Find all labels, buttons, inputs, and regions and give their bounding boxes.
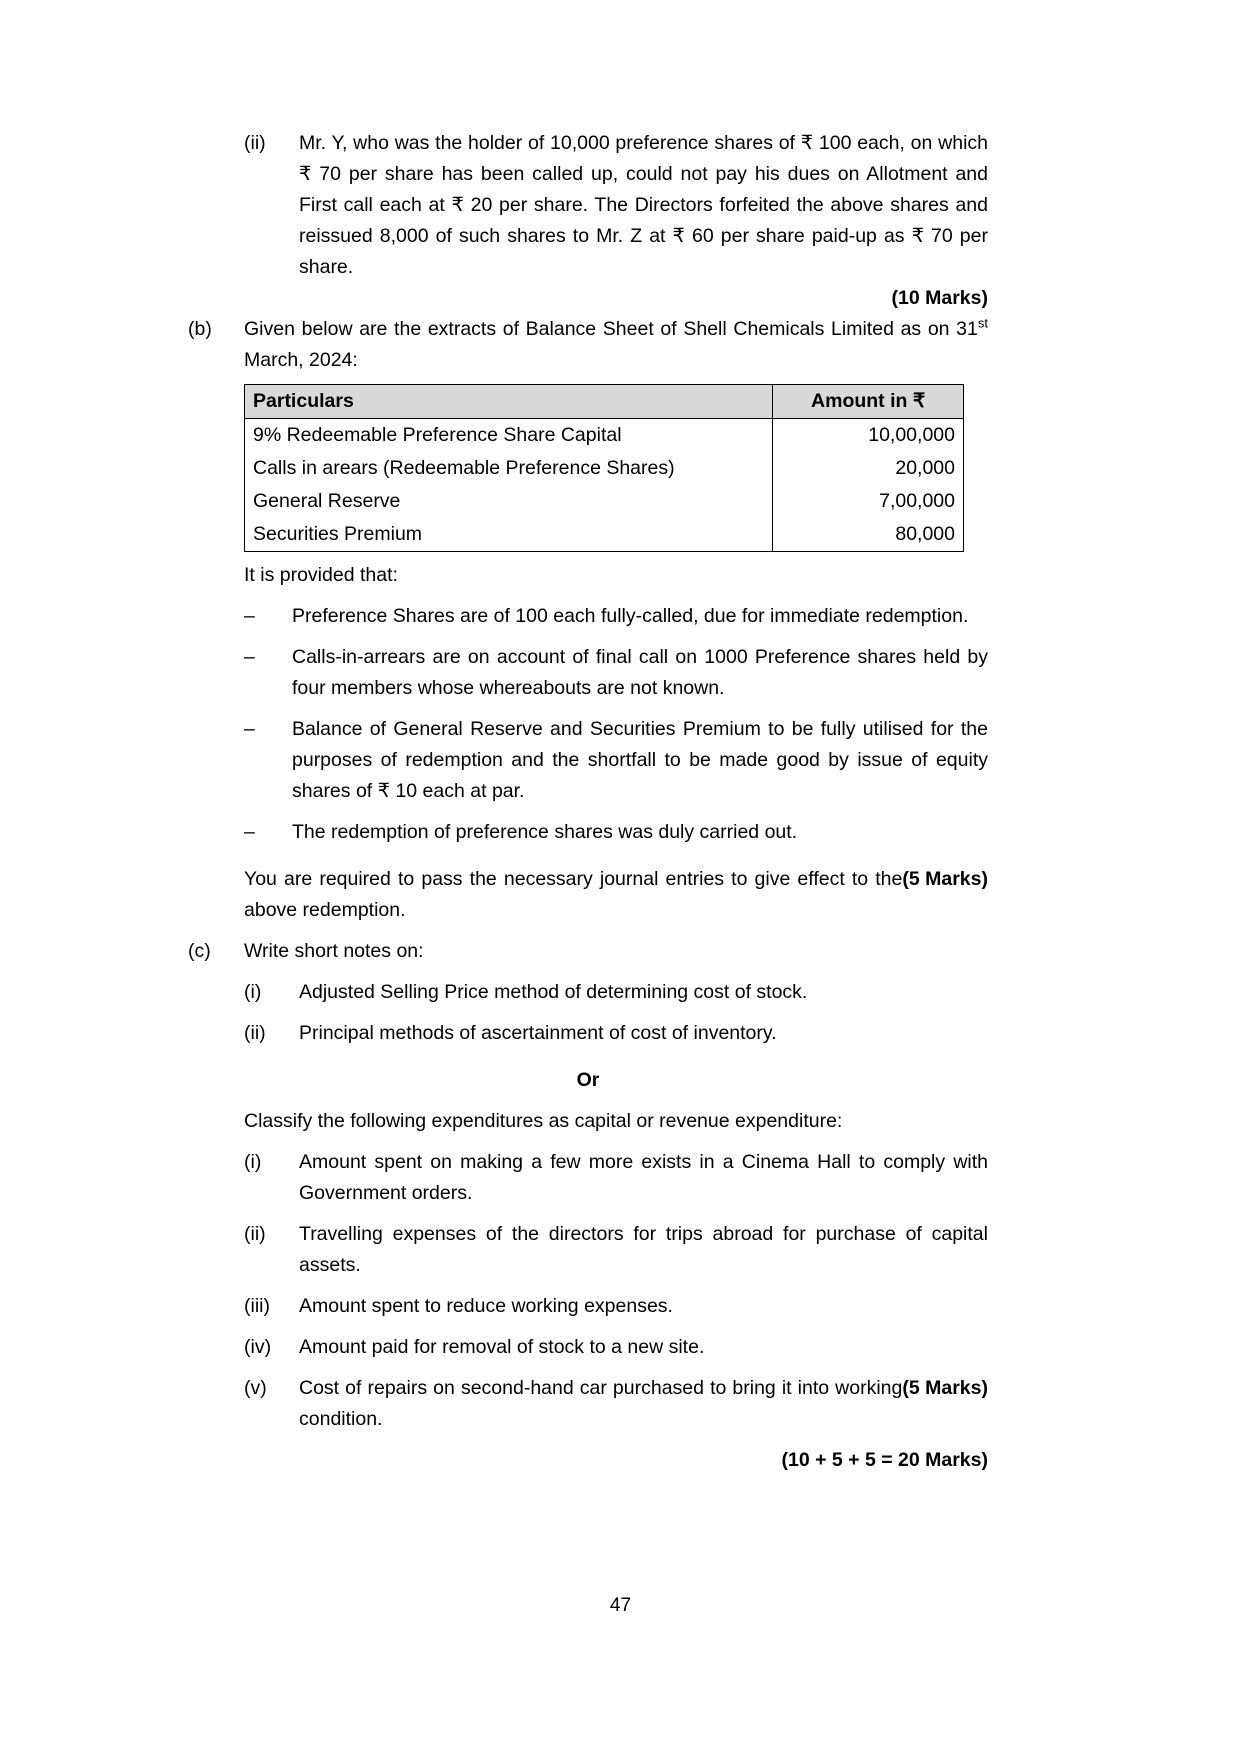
part-b-closing-text [244,864,988,926]
page-number: 47 [609,1595,632,1616]
list-marker: (ii) [244,132,266,154]
table-header-row [245,385,964,419]
part-b-intro-pre: Given below are the extracts of Balance Sheet of Shell Chemicals Limited as on 31 [244,318,978,340]
part-c [188,936,988,967]
bullet-item [244,714,988,807]
column-header-amount: Amount in ₹ [773,385,964,419]
alt-item [244,1147,988,1209]
cell-particulars: General Reserve [245,485,773,518]
question-item-ii-text: Mr. Y, who was the holder of 10,000 preference shares of ₹ 100 each, on which ₹ 70 per share has been called up, could not pay his dues on Allotment and First call each at ₹ 20 per share. The Directors forfeited the above shares and reissued 8,000 of such shares to Mr. Z at ₹ 60 per share paid-up as ₹ 70 per share. [299,132,988,278]
cell-particulars: Securities Premium [245,518,773,552]
total-marks: (10 + 5 + 5 = 20 Marks) [781,1449,988,1471]
provided-that-text: It is provided that: [244,564,398,586]
alt-heading-row [188,1106,988,1137]
column-header-particulars: Particulars [245,385,773,419]
ordinal-suffix: st [977,315,988,331]
marks-5-b: (5 Marks) [902,868,988,890]
dash-marker: – [244,821,255,843]
table-row [245,452,964,485]
part-b-intro [244,314,988,376]
marks-10: (10 Marks) [891,287,988,309]
dash-marker: – [244,718,255,740]
alt-item-text: Travelling expenses of the directors for trips abroad for purchase of capital assets. [299,1223,988,1276]
list-marker-b: (b) [188,318,212,340]
alt-item [244,1373,988,1435]
bullet-text: The redemption of preference shares was duly carried out. [292,821,798,843]
part-c-heading: Write short notes on: [244,940,424,962]
bullet-item [244,642,988,704]
alt-item [244,1219,988,1281]
part-b-closing-body: You are required to pass the necessary journal entries to give effect to the above redemption. [244,868,903,921]
cell-particulars: 9% Redeemable Preference Share Capital [245,419,773,453]
cell-amount: 20,000 [773,452,964,485]
alt-item [244,1291,988,1322]
bullet-item [244,817,988,848]
table-row [245,419,964,453]
alt-item-body: Cost of repairs on second-hand car purchased to bring it into working condition. [299,1377,903,1430]
part-c-item [244,977,988,1008]
alt-item-text: Amount spent to reduce working expenses. [299,1295,673,1317]
alt-item-text [299,1373,988,1435]
list-marker: (i) [244,981,262,1003]
bullet-item [244,601,988,632]
bullet-text: Preference Shares are of 100 each fully-called, due for immediate redemption. [292,605,969,627]
part-c-item-text: Principal methods of ascertainment of cost of inventory. [299,1022,777,1044]
part-c-item [244,1018,988,1049]
provided-that-line [188,560,988,591]
table-row [245,518,964,552]
cell-amount: 10,00,000 [773,419,964,453]
list-marker: (ii) [244,1022,266,1044]
cell-amount: 80,000 [773,518,964,552]
list-marker-c: (c) [188,940,211,962]
alt-item [244,1332,988,1363]
dash-marker: – [244,605,255,627]
bullet-text: Calls-in-arrears are on account of final call on 1000 Preference shares held by four members whose whereabouts are not known. [292,646,988,699]
marks-5-c: (5 Marks) [902,1377,988,1399]
cell-particulars: Calls in arears (Redeemable Preference Shares) [245,452,773,485]
list-marker: (v) [244,1377,267,1399]
document-body [188,128,988,1476]
alt-item-text: Amount paid for removal of stock to a new site. [299,1336,705,1358]
bullet-text: Balance of General Reserve and Securities Premium to be fully utilised for the purposes of redemption and the shortfall to be made good by issue of equity shares of ₹ 10 each at par. [292,718,988,802]
part-c-item-text: Adjusted Selling Price method of determining cost of stock. [299,981,808,1003]
alt-item-text: Amount spent on making a few more exists in a Cinema Hall to comply with Government orders. [299,1151,988,1204]
cell-amount: 7,00,000 [773,485,964,518]
table-row [245,485,964,518]
balance-sheet-extract-table [244,384,964,552]
list-marker: (i) [244,1151,262,1173]
list-marker: (iv) [244,1336,272,1358]
dash-marker: – [244,646,255,668]
alt-heading-text: Classify the following expenditures as capital or revenue expenditure: [244,1110,843,1132]
list-marker: (ii) [244,1223,266,1245]
list-marker: (iii) [244,1295,270,1317]
question-item-ii [244,128,988,283]
part-b [188,314,988,376]
part-b-intro-post: March, 2024: [244,349,358,371]
part-b-closing [188,864,988,926]
or-separator: Or [576,1069,600,1091]
